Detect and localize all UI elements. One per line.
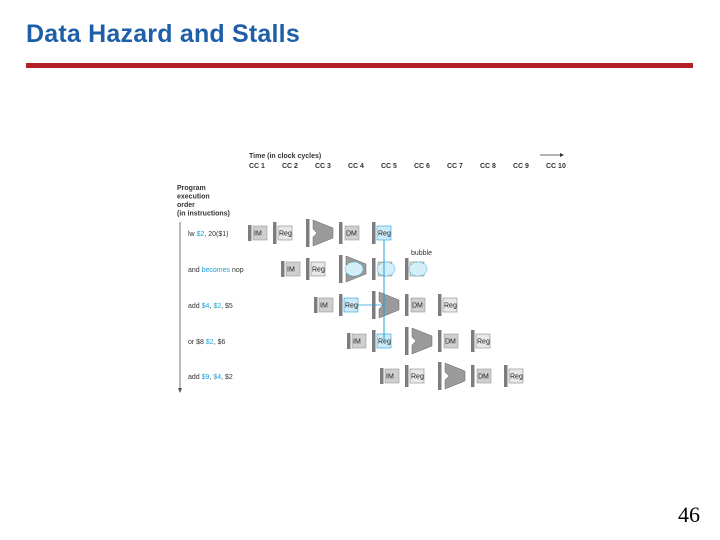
pipeline-register-bar [372, 258, 376, 280]
register-highlight: $4 [213, 374, 222, 381]
program-order-line: execution [177, 193, 210, 201]
pipeline-register-bar [438, 330, 442, 352]
bubble [409, 262, 427, 276]
pipeline-register-bar [471, 365, 475, 387]
stage-label: DM [412, 302, 423, 310]
stage-label: Reg [312, 266, 325, 274]
stage-label: Reg [510, 373, 523, 381]
cc-label: CC 3 [315, 163, 331, 170]
instruction-label [188, 267, 244, 274]
instruction-labels [188, 231, 244, 381]
cc-label: CC 6 [414, 163, 430, 170]
cc-label: CC 9 [513, 163, 529, 170]
pipeline-register-bar [347, 333, 351, 349]
pipeline-register-bar [273, 222, 277, 244]
cc-label: CC 10 [546, 163, 566, 170]
page-number: 46 [678, 502, 700, 527]
stage-label: Reg [345, 302, 358, 310]
instruction-label [188, 303, 233, 310]
pipeline-register-bar [504, 365, 508, 387]
slide-title: Data Hazard and Stalls [26, 20, 300, 48]
register-highlight: becomes [201, 267, 231, 274]
instruction-text: , [209, 303, 214, 310]
instruction-text: , $2 [221, 374, 233, 381]
cc-label: CC 8 [480, 163, 496, 170]
time-axis-label: Time (in clock cycles) [249, 153, 322, 160]
program-order-arrowhead [178, 388, 182, 393]
clock-cycle-labels [249, 163, 566, 170]
instruction-text: , $5 [221, 303, 233, 310]
pipeline-register-bar [314, 297, 318, 313]
stage-label: Reg [378, 338, 391, 346]
instruction-label [188, 374, 233, 381]
register-highlight: $2 [213, 303, 222, 310]
program-order-line: (in instructions) [177, 210, 230, 218]
program-order-line: Program [177, 185, 206, 192]
pipeline-register-bar [372, 330, 376, 352]
pipeline-stages [248, 219, 523, 390]
instruction-text: and [188, 267, 202, 274]
pipeline-register-bar [438, 362, 442, 390]
pipeline-register-bar [339, 222, 343, 244]
stage-label: Reg [477, 338, 490, 346]
cc-label: CC 5 [381, 163, 397, 170]
register-highlight: $2 [205, 339, 214, 346]
cc-label: CC 1 [249, 163, 265, 170]
cc-label: CC 4 [348, 163, 364, 170]
stage-label: DM [346, 230, 357, 238]
pipeline-register-bar [306, 219, 310, 247]
cc-label: CC 7 [447, 163, 463, 170]
register-highlight: $9 [201, 374, 210, 381]
pipeline-register-bar [438, 294, 442, 316]
cc-label: CC 2 [282, 163, 298, 170]
instruction-text: , [209, 374, 214, 381]
register-highlight: $4 [201, 303, 210, 310]
pipeline-register-bar [306, 258, 310, 280]
pipeline-register-bar [471, 330, 475, 352]
stage-label: IM [386, 373, 394, 381]
stage-label: IM [353, 338, 361, 346]
stage-label: DM [445, 338, 456, 346]
instruction-label [188, 231, 228, 238]
pipeline-register-bar [405, 294, 409, 316]
stage-label: Reg [444, 302, 457, 310]
instruction-text: , 20($1) [204, 231, 229, 238]
pipeline-register-bar [281, 261, 285, 277]
pipeline-register-bar [405, 327, 409, 355]
instruction-text: or $8 [188, 339, 206, 346]
instruction-label [188, 339, 225, 346]
alu-stage [445, 363, 465, 389]
stage-label: DM [478, 373, 489, 381]
pipeline-register-bar [339, 294, 343, 316]
stage-label: Reg [378, 230, 391, 238]
alu-stage [412, 328, 432, 354]
stage-label: IM [254, 230, 262, 238]
time-axis-arrowhead [560, 153, 564, 157]
pipeline-register-bar [339, 255, 343, 283]
stage-label: IM [320, 302, 328, 310]
bubble [377, 262, 395, 276]
pipeline-register-bar [380, 368, 384, 384]
instruction-text: lw [188, 231, 197, 238]
program-order-label [177, 185, 230, 218]
instruction-text: nop [230, 267, 244, 274]
pipeline-register-bar [248, 225, 252, 241]
pipeline-register-bar [372, 222, 376, 244]
alu-stage [313, 220, 333, 246]
instruction-text: add [188, 374, 202, 381]
stage-label: Reg [411, 373, 424, 381]
bubble-label: bubble [411, 250, 433, 257]
bubble [345, 262, 363, 276]
register-highlight: $2 [196, 231, 205, 238]
pipeline-register-bar [405, 258, 409, 280]
program-order-line: order [177, 202, 195, 209]
instruction-text: add [188, 303, 202, 310]
pipeline-register-bar [405, 365, 409, 387]
instruction-text: , $6 [213, 339, 226, 346]
stage-label: IM [287, 266, 295, 274]
stage-label: Reg [279, 230, 292, 238]
